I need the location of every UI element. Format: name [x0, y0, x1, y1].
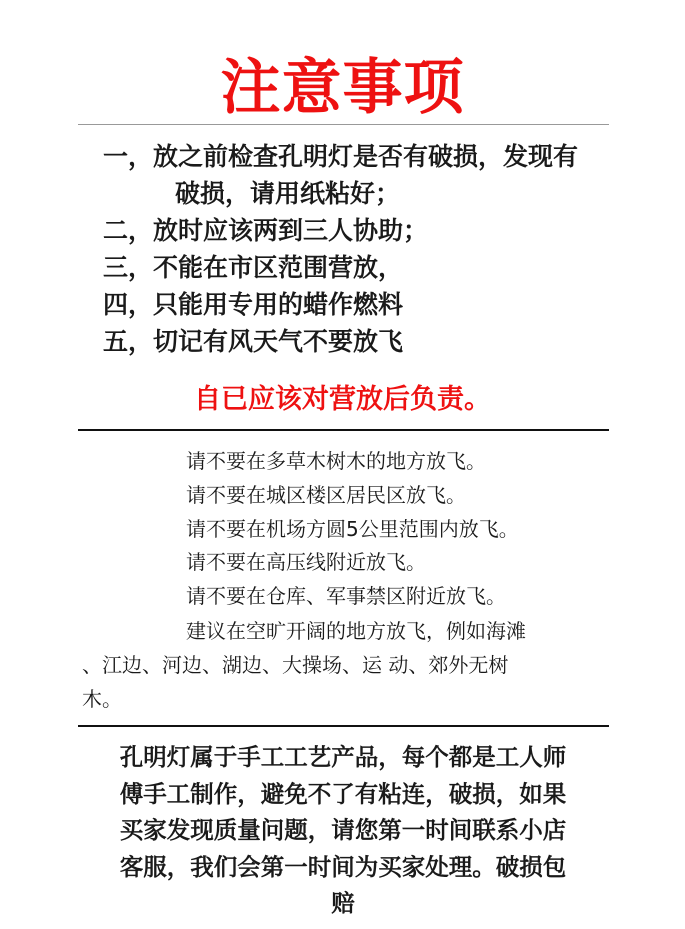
section-divider-1 — [78, 429, 609, 431]
disclaimer-line: 傅手工制作，避免不了有粘连，破损，如果 — [119, 779, 567, 808]
disclaimer-line: 买家发现质量问题，请您第一时间联系小店 — [119, 816, 567, 844]
rule-item-2: 二，放时应该两到三人协助； — [103, 216, 429, 245]
rule-item-5: 五，切记有风天气不要放飞 — [103, 327, 404, 356]
section-divider-2 — [78, 725, 609, 727]
title-divider — [78, 124, 609, 125]
warning-item: 请不要在机场方圆5公里范围内放飞。 — [186, 516, 519, 541]
responsibility-notice: 自已应该对营放后负责。 — [194, 384, 491, 415]
disclaimer-line: 孔明灯属于手工工艺产品，每个都是工人师 — [119, 743, 567, 771]
warning-item: 请不要在多草木树木的地方放飞。 — [186, 449, 486, 473]
advice-line: 、江边、河边、湖边、大操场、运 动、郊外无树 — [82, 653, 509, 677]
disclaimer-line: 赔 — [331, 889, 355, 917]
rule-item-3: 三，不能在市区范围营放， — [103, 253, 404, 282]
warning-list — [96, 445, 596, 614]
advice-line: 建议在空旷开阔的地方放飞，例如海滩 — [186, 619, 526, 643]
warning-item: 请不要在仓库、军事禁区附近放飞。 — [186, 584, 506, 609]
rule-item-4: 四，只能用专用的蜡作燃料 — [103, 290, 404, 319]
warning-item: 请不要在城区楼区居民区放飞。 — [186, 482, 466, 507]
warning-item: 请不要在高压线附近放飞。 — [186, 550, 426, 575]
advice-paragraph — [82, 614, 592, 716]
disclaimer-paragraph — [92, 739, 594, 922]
rule-item-1: 一，放之前检查孔明灯是否有破损，发现有 — [103, 142, 579, 171]
rule-item-1-continued: 破损，请用纸粘好； — [175, 179, 401, 208]
rules-list — [103, 138, 603, 360]
advice-line: 木。 — [82, 687, 122, 711]
page-title: 注意事项 — [220, 53, 465, 123]
disclaimer-line: 客服，我们会第一时间为买家处理。破损包 — [119, 852, 567, 881]
